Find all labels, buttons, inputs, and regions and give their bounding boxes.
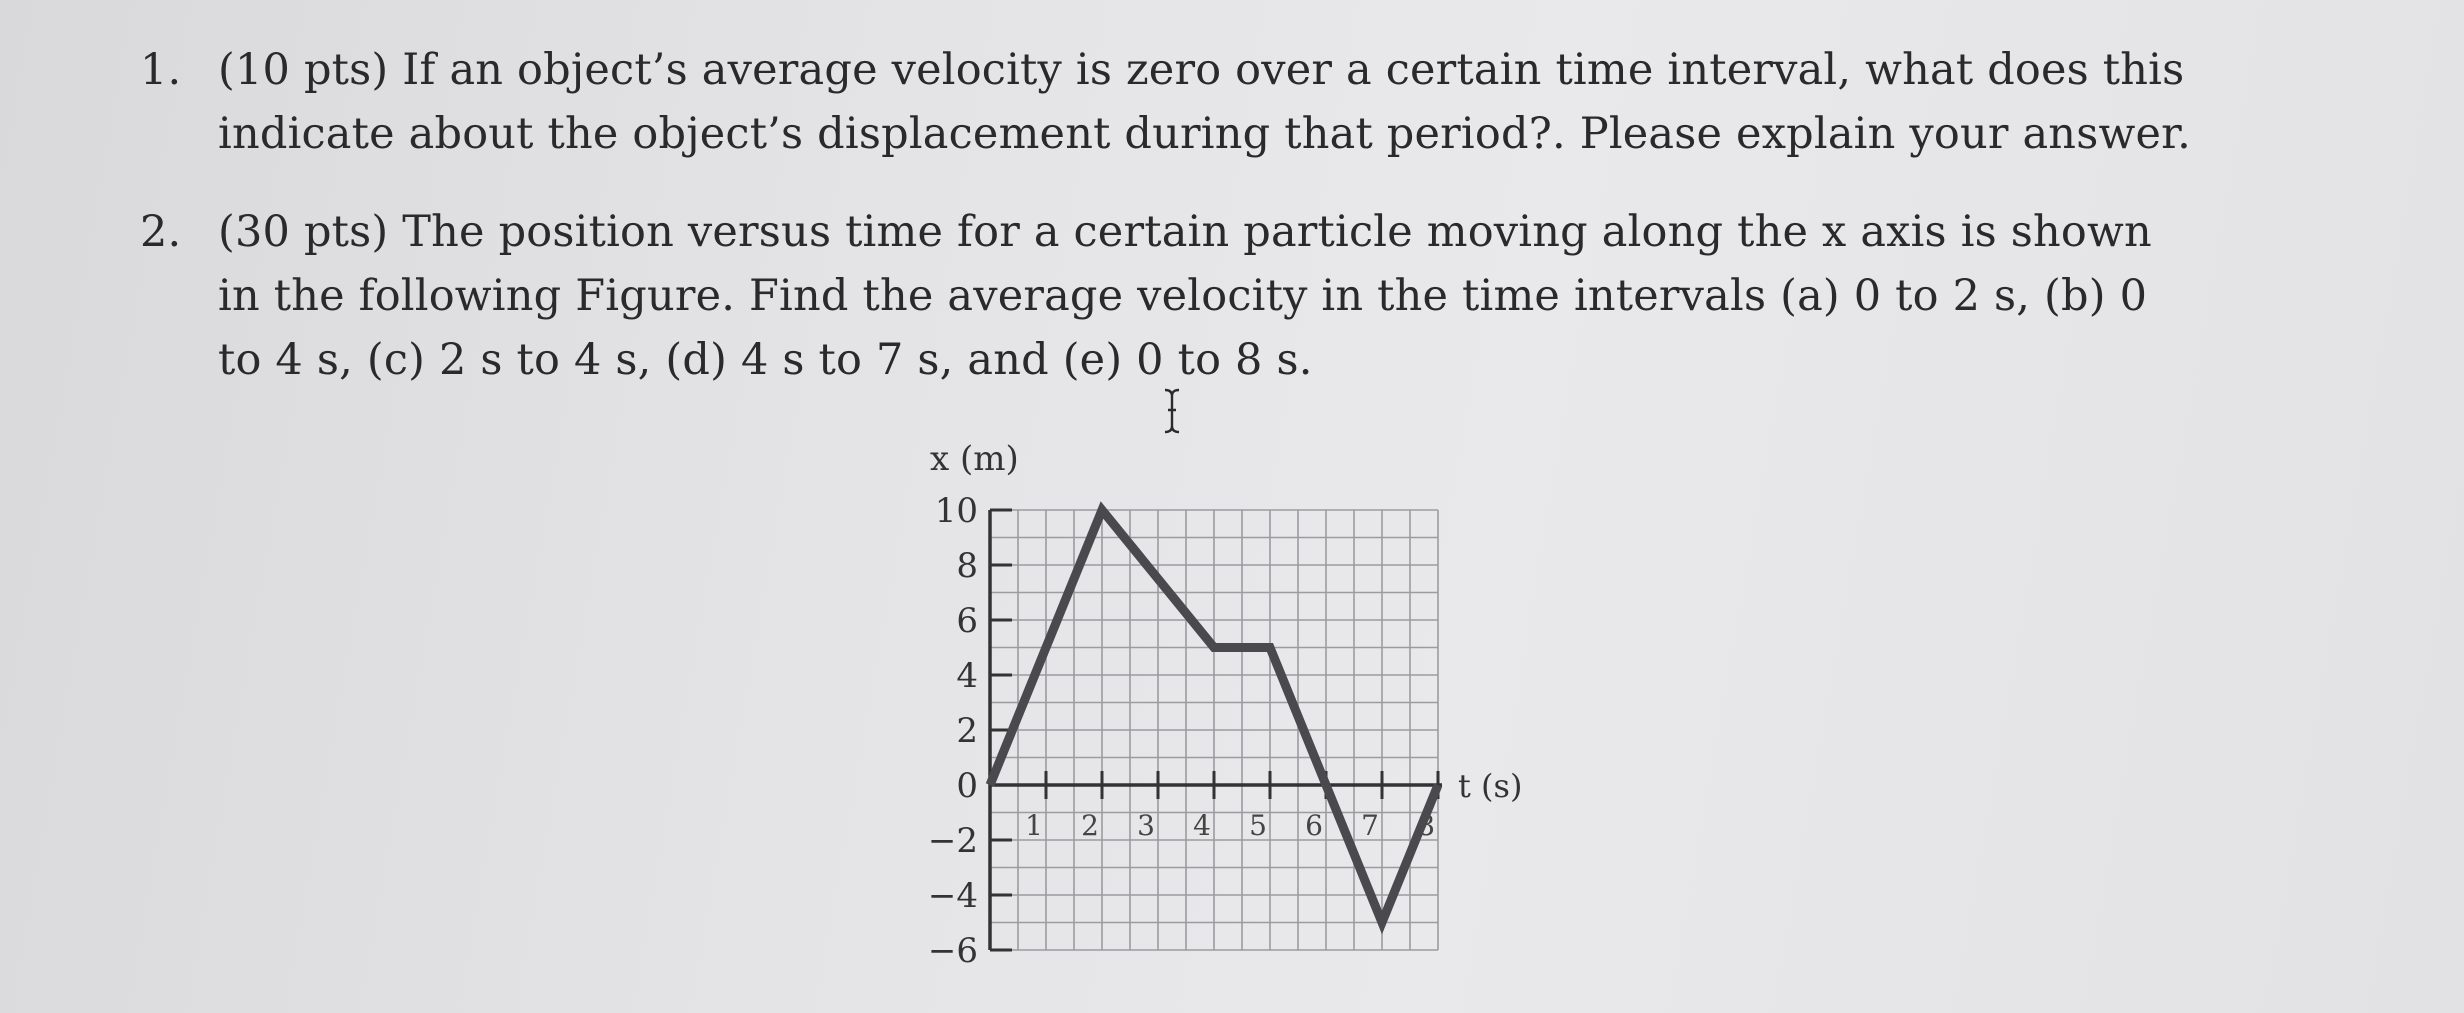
y-tick-label: 10 — [934, 491, 978, 531]
y-tick-label: 4 — [956, 656, 978, 696]
x-tick-label: 8 — [1417, 809, 1435, 842]
x-tick-label: 1 — [1025, 809, 1043, 842]
x-tick-label: 5 — [1249, 809, 1267, 842]
y-tick-label: −2 — [927, 821, 978, 861]
y-tick-label: 2 — [956, 711, 978, 751]
position-time-graph — [840, 440, 1580, 1000]
question-number: 1. — [140, 45, 182, 95]
y-tick-label: 0 — [956, 766, 978, 806]
x-tick-label: 4 — [1193, 809, 1211, 842]
question-text-line: (30 pts) The position versus time for a certain particle moving along the x axis is shown — [218, 207, 2152, 257]
question-text-line: (10 pts) If an object’s average velocity is zero over a certain time interval, what does this — [218, 45, 2185, 95]
question-text-line: indicate about the object’s displacement during that period?. Please explain your answer. — [218, 109, 2192, 159]
y-axis-label: x (m) — [930, 440, 1019, 479]
x-axis-label: t (s) — [1458, 767, 1523, 805]
question-text-line: to 4 s, (c) 2 s to 4 s, (d) 4 s to 7 s, and (e) 0 to 8 s. — [218, 335, 1313, 385]
x-tick-label: 2 — [1081, 809, 1099, 842]
question-number: 2. — [140, 207, 182, 257]
y-tick-label: −4 — [927, 876, 978, 916]
y-tick-label: −6 — [927, 931, 978, 971]
text-cursor-icon — [1162, 388, 1182, 434]
x-tick-label: 3 — [1137, 809, 1155, 842]
x-tick-label: 7 — [1361, 809, 1379, 842]
x-tick-label: 6 — [1305, 809, 1323, 842]
position-time-chart — [840, 440, 1580, 1000]
y-tick-label: 6 — [956, 601, 978, 641]
y-tick-label: 8 — [956, 546, 978, 586]
question-text-line: in the following Figure. Find the average velocity in the time intervals (a) 0 to 2 s, (b) 0 — [218, 271, 2148, 321]
